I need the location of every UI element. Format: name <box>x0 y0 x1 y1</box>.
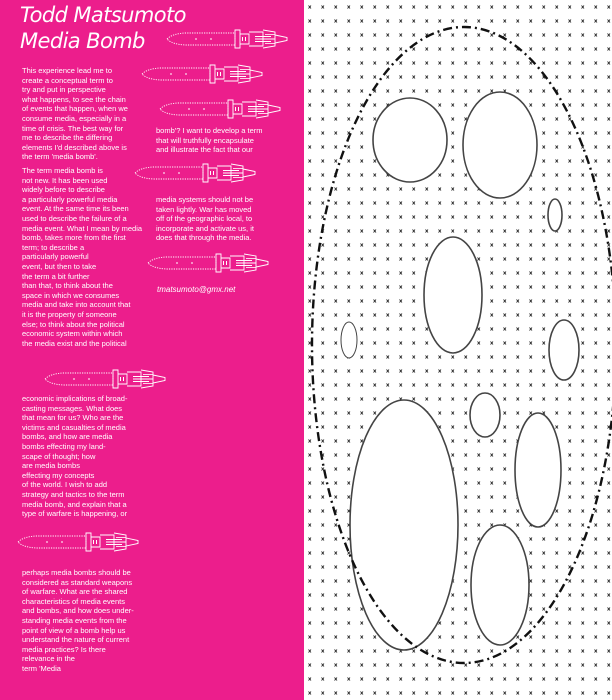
paragraph-warfare: perhaps media bombs should be considered as standard weapons of warfare. What are the shared characteristics of media events and bombs, and how does under- standing media events from the point of view of a bomb help us understand the nature of current media practices? Is there relevance in the term 'Media <box>22 568 134 673</box>
x-pattern-graphic <box>304 0 612 700</box>
missile-icon <box>16 531 140 553</box>
missile-icon <box>165 28 289 50</box>
email-address: tmatsumoto@gmx.net <box>157 285 236 294</box>
graphic-panel <box>304 0 612 700</box>
paragraph-implications: economic implications of broad- casting messages. What does that mean for us? Who are the victims and casualties of media bombs, and how are media bombs effecting my land- scape of thought; how are media bombs effecting my concepts of the world. I wish to add strategy and tactics to the term media bomb, and explain that a type of warfare is happening, or <box>22 394 128 519</box>
paragraph-intro: This experience lead me to create a conceptual term to try and put in perspective what happens, to see the chain of events that happen, when we consume media, especially in a time of crisis. The best way for me to describe the differing elements I'd described above is the term 'media bomb'. <box>22 66 128 162</box>
missile-icon <box>133 162 257 184</box>
author-name: Todd Matsumoto <box>20 3 186 27</box>
missile-icon <box>158 98 282 120</box>
pink-text-panel <box>0 0 304 700</box>
paragraph-term: The term media bomb is not new. It has been used widely before to describe a particularly powerful media event. At the same time its been used to describe the failure of a media event. What I mean by media bomb, takes more from the first term; to describe a particularly powerful event, but then to take the term a bit further than that, to think about the space in which we consumes media and take into account that it is the property of someone else; to think about the political economic system within which the media exist and the political <box>22 166 143 348</box>
paragraph-media-systems: media systems should not be taken lightly. War has moved off of the geographic local, to incorporate and activate us, it does that through the media. <box>156 195 254 243</box>
missile-icon <box>146 252 270 274</box>
missile-icon <box>43 368 167 390</box>
article-title: Media Bomb <box>20 29 145 53</box>
paragraph-develop-term: bomb'? I want to develop a term that will truthfully encapsulate and illustrate the fact that our <box>156 126 263 155</box>
missile-icon <box>140 63 264 85</box>
